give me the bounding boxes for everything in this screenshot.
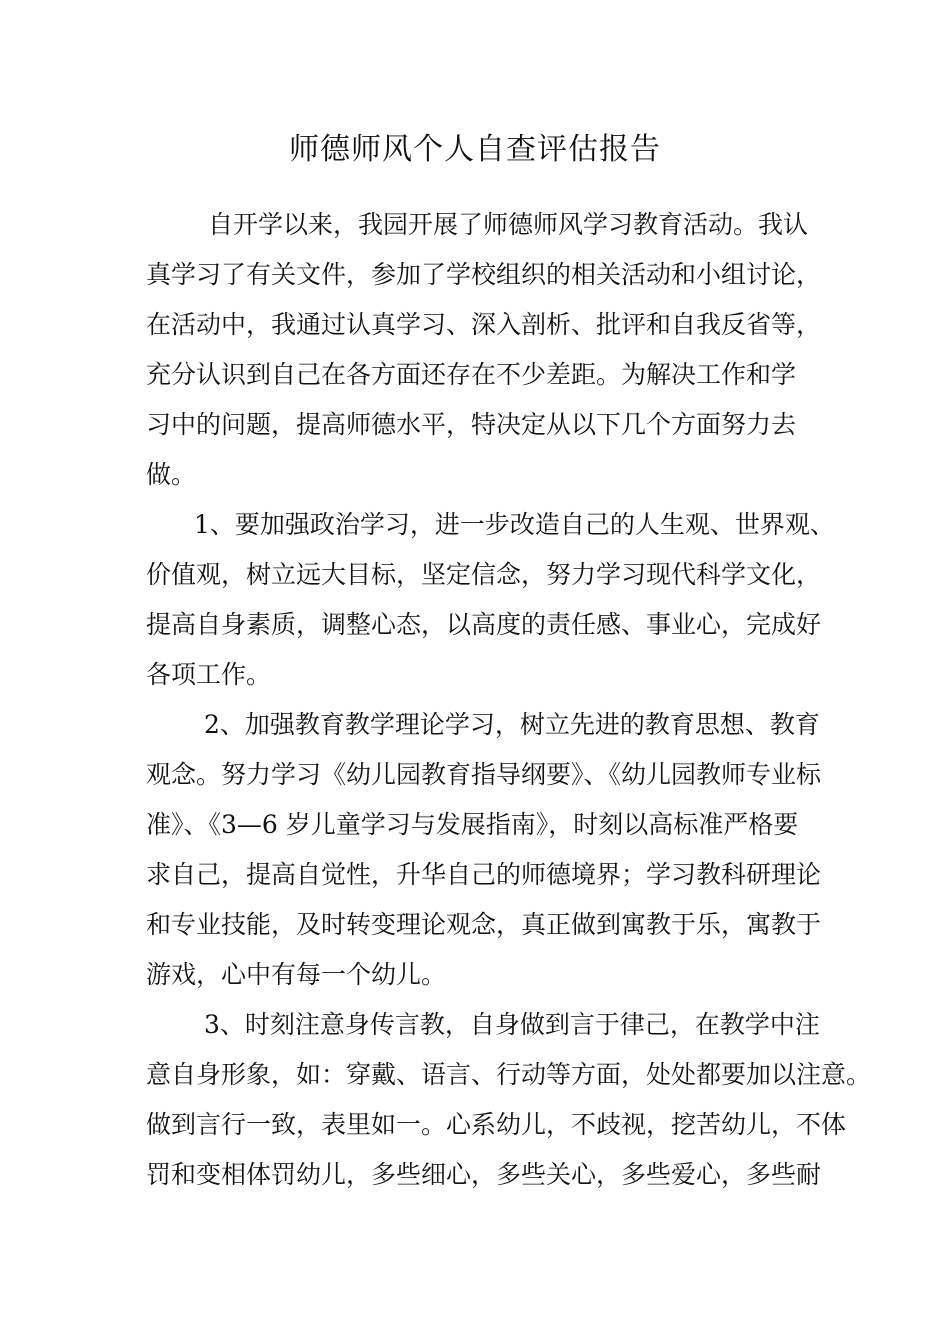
text-line: 充分认识到自己在各方面还存在不少差距。为解决工作和学	[146, 360, 797, 389]
text-line: 2、加强教育教学理论学习，树立先进的教育思想、教育	[204, 710, 820, 739]
text-line: 做。	[146, 460, 197, 489]
text-line: 提高自身素质，调整心态，以高度的责任感、事业心，完成好	[146, 610, 822, 639]
text-line: 价值观，树立远大目标，坚定信念，努力学习现代科学文化，	[146, 560, 822, 589]
text-line: 习中的问题，提高师德水平，特决定从以下几个方面努力去	[146, 410, 797, 439]
text-line: 在活动中，我通过认真学习、深入剖析、批评和自我反省等，	[146, 310, 822, 339]
text-line: 做到言行一致，表里如一。心系幼儿，不歧视，挖苦幼儿，不体	[146, 1110, 847, 1139]
document-title: 师德师风个人自查评估报告	[289, 132, 661, 167]
text-line: 意自身形象，如：穿戴、语言、行动等方面，处处都要加以注意。	[146, 1060, 872, 1089]
text-line: 各项工作。	[146, 660, 272, 689]
text-line: 准》、《3—6 岁儿童学习与发展指南》，时刻以高标准严格要	[146, 810, 799, 839]
text-line: 求自己，提高自觉性，升华自己的师德境界；学习教科研理论	[146, 860, 822, 889]
text-line: 观念。努力学习《幼儿园教育指导纲要》、《幼儿园教师专业标	[146, 760, 822, 789]
text-line: 和专业技能，及时转变理论观念，真正做到寓教于乐，寓教于	[146, 910, 822, 939]
text-line: 真学习了有关文件，参加了学校组织的相关活动和小组讨论，	[146, 260, 822, 289]
text-line: 罚和变相体罚幼儿，多些细心，多些关心，多些爱心，多些耐	[146, 1160, 822, 1189]
text-line: 游戏，心中有每一个幼儿。	[146, 960, 447, 989]
text-line: 3、时刻注意身传言教，自身做到言于律己，在教学中注	[204, 1010, 820, 1039]
text-line: 自开学以来，我园开展了师德师风学习教育活动。我认	[208, 210, 809, 239]
text-line: 1、要加强政治学习，进一步改造自己的人生观、世界观、	[194, 510, 835, 539]
